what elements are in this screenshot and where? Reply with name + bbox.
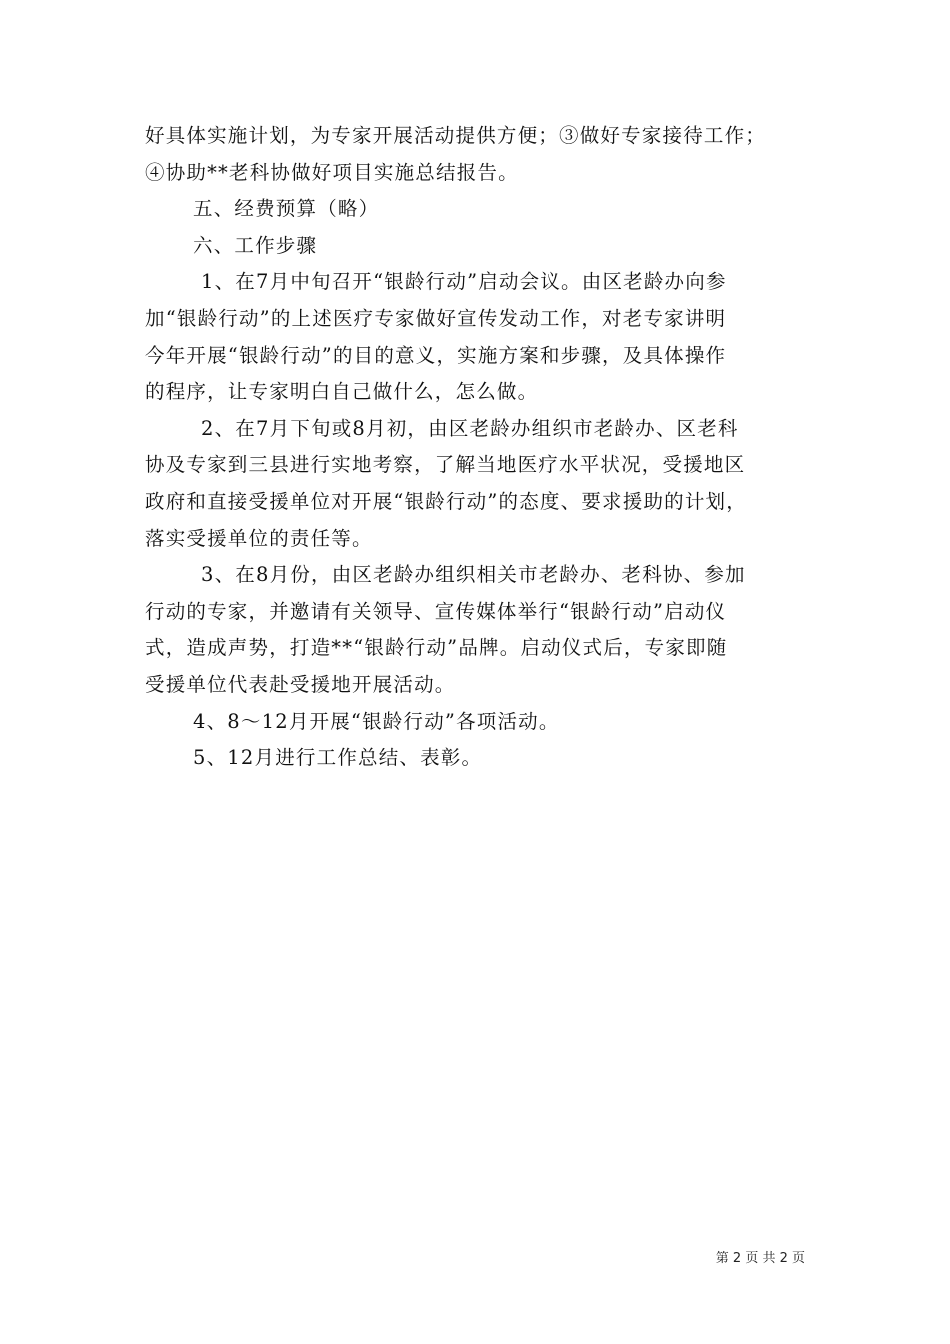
text-line: 的程序，让专家明白自己做什么，怎么做。 [145, 380, 539, 404]
text-line: 今年开展“银龄行动”的目的意义，实施方案和步骤，及具体操作 [145, 343, 727, 367]
text-line: 六、工作步骤 [193, 233, 318, 257]
text-line: 式，造成声势，打造**“银龄行动”品牌。启动仪式后，专家即随 [145, 636, 728, 660]
text-line: 3、在8月份，由区老龄办组织相关市老龄办、老科协、参加 [201, 563, 746, 587]
paragraph-step-2 [145, 411, 825, 557]
paragraph-responsibilities-continued [145, 118, 825, 191]
page-number-footer: 第 2 页 共 2 页 [715, 1251, 805, 1266]
text-line: 协及专家到三县进行实地考察，了解当地医疗水平状况，受援地区 [145, 453, 746, 477]
paragraph-step-3 [145, 557, 825, 703]
document-body [145, 118, 825, 777]
text-line: 受援单位代表赴受援地开展活动。 [145, 672, 456, 696]
paragraph-step-1 [145, 264, 825, 410]
text-line: 1、在7月中旬召开“银龄行动”启动会议。由区老龄办向参 [201, 270, 727, 294]
paragraph-step-5 [145, 740, 825, 777]
text-line: 加“银龄行动”的上述医疗专家做好宣传发动工作，对老专家讲明 [145, 306, 727, 330]
text-line: ④协助**老科协做好项目实施总结报告。 [145, 160, 519, 184]
text-line: 政府和直接受援单位对开展“银龄行动”的态度、要求援助的计划， [145, 489, 747, 513]
text-line: 4、8～12月开展“银龄行动”各项活动。 [193, 709, 560, 733]
text-line: 2、在7月下旬或8月初，由区老龄办组织市老龄办、区老科 [201, 416, 739, 440]
section-heading-budget [145, 191, 825, 228]
text-line: 5、12月进行工作总结、表彰。 [193, 746, 483, 770]
text-line: 落实受援单位的责任等。 [145, 526, 373, 550]
paragraph-step-4 [145, 704, 825, 741]
text-line: 行动的专家，并邀请有关领导、宣传媒体举行“银龄行动”启动仪 [145, 599, 727, 623]
text-line: 好具体实施计划，为专家开展活动提供方便；③做好专家接待工作； [145, 124, 767, 147]
section-heading-steps [145, 228, 825, 265]
text-line: 五、经费预算（略） [193, 197, 380, 221]
